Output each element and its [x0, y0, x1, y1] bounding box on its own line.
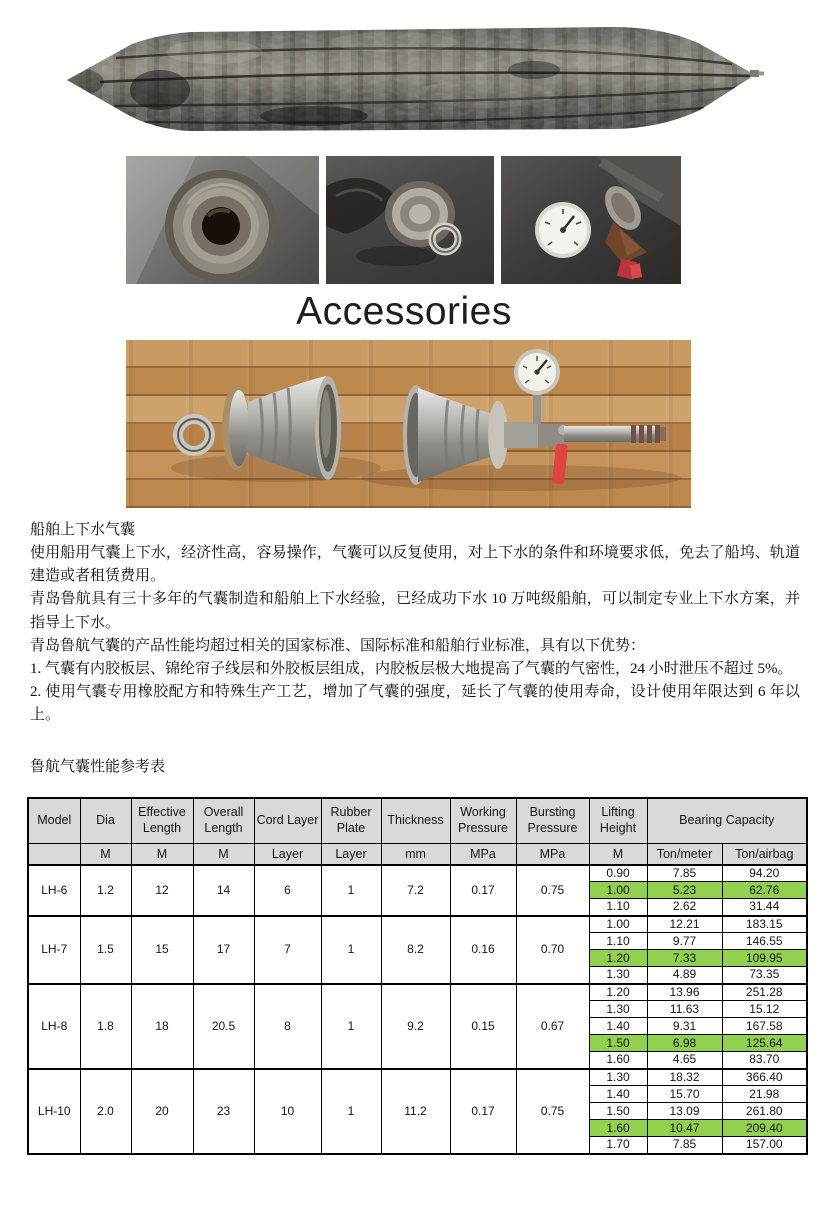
spec-cell: 6 — [254, 865, 321, 916]
ton-airbag-cell: 31.44 — [722, 899, 807, 916]
col-unit: Layer — [321, 844, 381, 865]
spec-cell: 7.2 — [381, 865, 450, 916]
lifting-height-cell: 1.40 — [589, 1086, 647, 1103]
col-unit — [28, 844, 80, 865]
ton-meter-cell: 13.09 — [647, 1103, 722, 1120]
ton-meter-cell: 18.32 — [647, 1069, 722, 1086]
lifting-height-cell: 1.50 — [589, 1035, 647, 1052]
model-cell: LH-10 — [28, 1069, 80, 1154]
ton-airbag-cell: 73.35 — [722, 967, 807, 984]
model-cell: LH-7 — [28, 916, 80, 984]
accessories-photo — [126, 340, 691, 508]
ton-meter-cell: 2.62 — [647, 899, 722, 916]
ton-airbag-cell: 125.64 — [722, 1035, 807, 1052]
gauge-bell-fitting-graphic — [361, 349, 681, 491]
valve-eye-graphic — [326, 156, 494, 284]
airbag-hero-photo — [64, 12, 766, 144]
lifting-height-cell: 1.30 — [589, 1001, 647, 1018]
col-unit: MPa — [450, 844, 516, 865]
ton-meter-cell: 15.70 — [647, 1086, 722, 1103]
fittings-graphic — [126, 340, 691, 508]
ton-airbag-cell: 109.95 — [722, 950, 807, 967]
lifting-height-cell: 1.30 — [589, 1069, 647, 1086]
col-header-lifting-height: Lifting Height — [589, 798, 647, 844]
ton-airbag-cell: 83.70 — [722, 1052, 807, 1069]
spec-cell: 18 — [131, 984, 193, 1069]
ton-meter-cell: 13.96 — [647, 984, 722, 1001]
lifting-height-cell: 1.30 — [589, 967, 647, 984]
col-header-effective-length: Effective Length — [131, 798, 193, 844]
col-header-bursting-pressure: Bursting Pressure — [516, 798, 589, 844]
ton-meter-cell: 11.63 — [647, 1001, 722, 1018]
accessories-title: Accessories — [296, 290, 512, 333]
spec-cell: 0.17 — [450, 865, 516, 916]
paragraph: 青岛鲁航具有三十多年的气囊制造和船舶上下水经验，已经成功下水 10 万吨级船舶，可以制定专业上下水方案，并指导上下水。 — [30, 591, 800, 631]
paragraph: 2. 使用气囊专用橡胶配方和特殊生产工艺，增加了气囊的强度，延长了气囊的使用寿命，设计使用年限达到 6 年以上。 — [30, 684, 800, 724]
ton-airbag-cell: 261.80 — [722, 1103, 807, 1120]
col-header-working-pressure: Working Pressure — [450, 798, 516, 844]
table-row — [28, 984, 807, 1001]
spec-cell: 1 — [321, 916, 381, 984]
lifting-height-cell: 1.20 — [589, 950, 647, 967]
lifting-height-cell: 1.00 — [589, 882, 647, 899]
spec-cell: 0.75 — [516, 865, 589, 916]
ton-meter-cell: 9.31 — [647, 1018, 722, 1035]
model-cell: LH-8 — [28, 984, 80, 1069]
col-unit: Layer — [254, 844, 321, 865]
ton-airbag-cell: 94.20 — [722, 865, 807, 882]
paragraph: 使用船用气囊上下水，经济性高，容易操作，气囊可以反复使用，对上下水的条件和环境要求低，免去了船坞、轨道建造或者租赁费用。 — [30, 545, 800, 585]
table-body — [28, 865, 807, 1154]
spec-cell: 14 — [193, 865, 254, 916]
detail-photo-row — [126, 156, 830, 284]
lifting-height-cell: 0.90 — [589, 865, 647, 882]
lifting-height-cell: 1.10 — [589, 899, 647, 916]
spec-cell: 1.5 — [80, 916, 131, 984]
ton-airbag-cell: 366.40 — [722, 1069, 807, 1086]
performance-table — [27, 797, 808, 1155]
lifting-height-cell: 1.10 — [589, 933, 647, 950]
col-unit: M — [131, 844, 193, 865]
col-header-model: Model — [28, 798, 80, 844]
lifting-height-cell: 1.60 — [589, 1120, 647, 1137]
spec-cell: 15 — [131, 916, 193, 984]
col-header-thickness: Thickness — [381, 798, 450, 844]
col-header-overall-length: Overall Length — [193, 798, 254, 844]
lifting-height-cell: 1.20 — [589, 984, 647, 1001]
ton-meter-cell: 10.47 — [647, 1120, 722, 1137]
table-header — [28, 798, 807, 865]
spec-cell: 8 — [254, 984, 321, 1069]
spec-cell: 12 — [131, 865, 193, 916]
spec-cell: 0.67 — [516, 984, 589, 1069]
model-cell: LH-6 — [28, 865, 80, 916]
airbag-valve-nub — [750, 70, 764, 77]
description-text — [30, 519, 800, 728]
col-unit: Ton/meter — [647, 844, 722, 865]
table-row — [28, 916, 807, 933]
ton-meter-cell: 7.33 — [647, 950, 722, 967]
paragraph-heading: 船舶上下水气囊 — [30, 521, 136, 538]
spec-cell: 1 — [321, 865, 381, 916]
lifting-height-cell: 1.40 — [589, 1018, 647, 1035]
col-unit: Ton/airbag — [722, 844, 807, 865]
ton-airbag-cell: 251.28 — [722, 984, 807, 1001]
col-header-cord-layer: Cord Layer — [254, 798, 321, 844]
spec-cell: 10 — [254, 1069, 321, 1154]
spec-cell: 1 — [321, 984, 381, 1069]
col-unit: MPa — [516, 844, 589, 865]
lifting-height-cell: 1.00 — [589, 916, 647, 933]
col-unit: mm — [381, 844, 450, 865]
ton-meter-cell: 4.65 — [647, 1052, 722, 1069]
spec-cell: 0.70 — [516, 916, 589, 984]
col-header-bearing-capacity: Bearing Capacity — [647, 798, 807, 844]
spec-cell: 0.17 — [450, 1069, 516, 1154]
spec-cell: 8.2 — [381, 916, 450, 984]
col-unit: M — [193, 844, 254, 865]
ton-meter-cell: 7.85 — [647, 1137, 722, 1154]
spec-cell: 0.75 — [516, 1069, 589, 1154]
pressure-gauge-on-valve-photo — [501, 156, 681, 284]
table-caption: 鲁航气囊性能参考表 — [30, 758, 166, 775]
lifting-height-cell: 1.50 — [589, 1103, 647, 1120]
spec-cell: 20 — [131, 1069, 193, 1154]
col-unit: M — [80, 844, 131, 865]
ton-airbag-cell: 62.76 — [722, 882, 807, 899]
ton-airbag-cell: 21.98 — [722, 1086, 807, 1103]
lifting-height-cell: 1.70 — [589, 1137, 647, 1154]
ton-airbag-cell: 157.00 — [722, 1137, 807, 1154]
table-row — [28, 865, 807, 882]
flange-graphic — [126, 156, 319, 284]
col-header-rubber-plate: Rubber Plate — [321, 798, 381, 844]
ton-meter-cell: 9.77 — [647, 933, 722, 950]
spec-cell: 7 — [254, 916, 321, 984]
spec-cell: 0.16 — [450, 916, 516, 984]
ton-airbag-cell: 146.55 — [722, 933, 807, 950]
ton-meter-cell: 7.85 — [647, 865, 722, 882]
ton-meter-cell: 4.89 — [647, 967, 722, 984]
spec-cell: 17 — [193, 916, 254, 984]
eye-bell-fitting-graphic — [171, 376, 381, 482]
ton-airbag-cell: 167.58 — [722, 1018, 807, 1035]
paragraph: 1. 气囊有内胶板层、锦纶帘子线层和外胶板层组成，内胶板层极大地提高了气囊的气密性，24 小时泄压不超过 5%。 — [30, 661, 793, 678]
col-header-dia: Dia — [80, 798, 131, 844]
paragraph: 青岛鲁航气囊的产品性能均超过相关的国家标准、国际标准和船舶行业标准，具有以下优势： — [30, 637, 646, 654]
col-unit: M — [589, 844, 647, 865]
spec-cell: 9.2 — [381, 984, 450, 1069]
spec-cell: 1.2 — [80, 865, 131, 916]
airbag-valve-lifting-eye-photo — [326, 156, 494, 284]
ton-meter-cell: 6.98 — [647, 1035, 722, 1052]
spec-cell: 11.2 — [381, 1069, 450, 1154]
spec-cell: 23 — [193, 1069, 254, 1154]
spec-cell: 0.15 — [450, 984, 516, 1069]
ton-meter-cell: 12.21 — [647, 916, 722, 933]
ton-meter-cell: 5.23 — [647, 882, 722, 899]
airbag-end-flange-photo — [126, 156, 319, 284]
ton-airbag-cell: 209.40 — [722, 1120, 807, 1137]
ton-airbag-cell: 15.12 — [722, 1001, 807, 1018]
spec-cell: 2.0 — [80, 1069, 131, 1154]
airbag-graphic — [64, 12, 766, 144]
spec-cell: 1.8 — [80, 984, 131, 1069]
ton-airbag-cell: 183.15 — [722, 916, 807, 933]
spec-cell: 20.5 — [193, 984, 254, 1069]
spec-cell: 1 — [321, 1069, 381, 1154]
lifting-height-cell: 1.60 — [589, 1052, 647, 1069]
gauge-valve-graphic — [501, 156, 681, 284]
table-row — [28, 1069, 807, 1086]
